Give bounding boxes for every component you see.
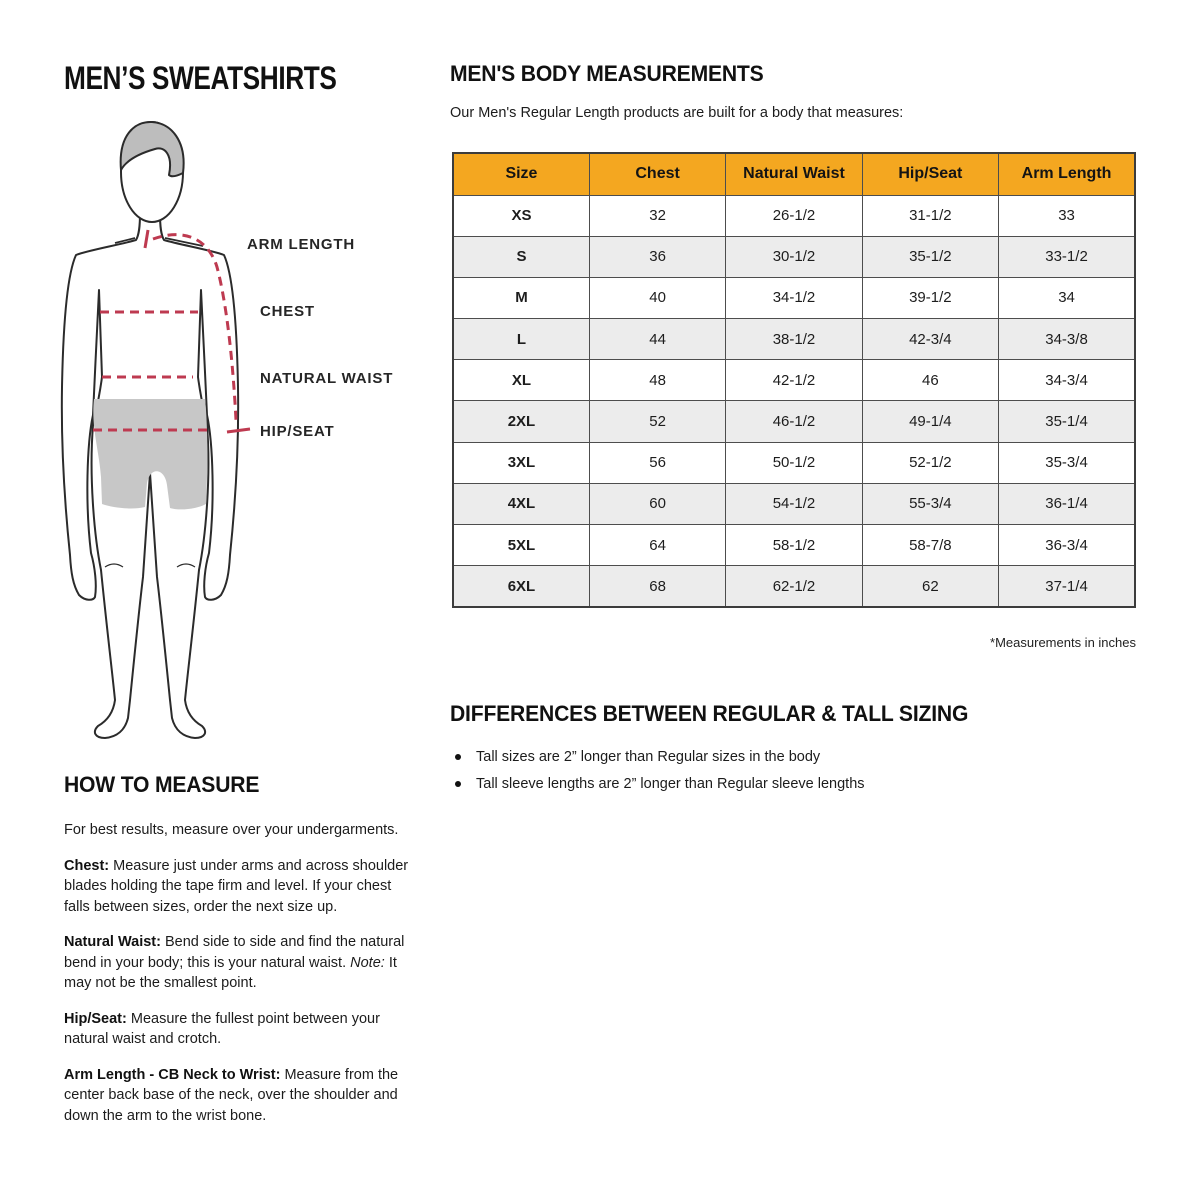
cell-natural-waist: 38-1/2 [726, 319, 862, 360]
cell-size: XL [453, 360, 589, 401]
cell-arm-length: 33 [999, 195, 1135, 236]
howto-item-natural-waist [64, 932, 416, 994]
cell-natural-waist: 34-1/2 [726, 277, 862, 318]
list-item [452, 749, 1012, 765]
howto-item-arm-length [64, 1065, 416, 1127]
cell-natural-waist: 50-1/2 [726, 442, 862, 483]
body-measurements-heading: MEN'S BODY MEASUREMENTS [450, 61, 764, 86]
table-row [453, 195, 1135, 236]
howto-intro [64, 820, 416, 841]
differences-heading: DIFFERENCES BETWEEN REGULAR & TALL SIZING [450, 701, 969, 726]
cell-size: L [453, 319, 589, 360]
cell-hip-seat: 39-1/2 [862, 277, 998, 318]
body-measurement-figure [55, 115, 255, 745]
table-row [453, 401, 1135, 442]
cell-chest: 48 [589, 360, 725, 401]
table-row [453, 566, 1135, 607]
item-label: Hip/Seat: [64, 1010, 127, 1027]
item-label: Natural Waist: [64, 934, 161, 950]
cell-hip-seat: 52-1/2 [862, 442, 998, 483]
col-header-natural-waist: Natural Waist [726, 153, 862, 195]
cell-hip-seat: 62 [862, 566, 998, 607]
col-header-arm-length: Arm Length [999, 153, 1135, 195]
table-row [453, 483, 1135, 524]
item-note-text: It may not be the smallest point. [64, 954, 397, 991]
cell-natural-waist: 42-1/2 [726, 360, 862, 401]
how-to-measure-heading: HOW TO MEASURE [64, 772, 260, 797]
cell-chest: 68 [589, 566, 725, 607]
cell-arm-length: 33-1/2 [999, 236, 1135, 277]
bullet-text: Tall sleeve lengths are 2” longer than Regular sleeve lengths [476, 776, 865, 792]
cell-natural-waist: 46-1/2 [726, 401, 862, 442]
page-title: MEN’S SWEATSHIRTS [64, 60, 337, 96]
howto-item-hip-seat [64, 1009, 416, 1050]
measurements-footnote: *Measurements in inches [990, 635, 1136, 650]
differences-list [452, 749, 1012, 803]
col-header-size: Size [453, 153, 589, 195]
table-row [453, 319, 1135, 360]
cell-natural-waist: 30-1/2 [726, 236, 862, 277]
howto-item-chest [64, 856, 416, 918]
item-text: Measure from the center back base of the neck, over the shoulder and down the arm to the wrist bone. [64, 1066, 399, 1124]
cell-chest: 64 [589, 525, 725, 566]
item-note-label: Note: [350, 954, 385, 971]
chest-label: CHEST [260, 303, 315, 320]
col-header-chest: Chest [589, 153, 725, 195]
cell-size: 3XL [453, 442, 589, 483]
cell-arm-length: 34-3/4 [999, 360, 1135, 401]
bullet-text: Tall sizes are 2” longer than Regular sizes in the body [476, 749, 821, 765]
cell-size: S [453, 236, 589, 277]
how-to-measure-body [64, 820, 416, 1141]
cell-arm-length: 35-1/4 [999, 401, 1135, 442]
cell-arm-length: 34 [999, 277, 1135, 318]
cell-arm-length: 37-1/4 [999, 566, 1135, 607]
cell-hip-seat: 46 [862, 360, 998, 401]
table-row [453, 442, 1135, 483]
cell-natural-waist: 58-1/2 [726, 525, 862, 566]
cell-chest: 36 [589, 236, 725, 277]
col-header-hip-seat: Hip/Seat [862, 153, 998, 195]
cell-size: M [453, 277, 589, 318]
table-row [453, 277, 1135, 318]
cell-hip-seat: 58-7/8 [862, 525, 998, 566]
size-table [452, 152, 1136, 608]
natural-waist-label: NATURAL WAIST [260, 370, 394, 387]
cell-size: 4XL [453, 483, 589, 524]
cell-chest: 60 [589, 483, 725, 524]
cell-natural-waist: 54-1/2 [726, 483, 862, 524]
table-row [453, 525, 1135, 566]
size-table-container [452, 152, 1136, 608]
cell-hip-seat: 31-1/2 [862, 195, 998, 236]
body-outline [62, 213, 238, 738]
cell-hip-seat: 42-3/4 [862, 319, 998, 360]
cell-chest: 44 [589, 319, 725, 360]
table-row [453, 360, 1135, 401]
item-text: Measure just under arms and across shoulder blades holding the tape firm and level. If your chest falls between sizes, order the next size up. [64, 857, 409, 915]
cell-hip-seat: 55-3/4 [862, 483, 998, 524]
cell-arm-length: 34-3/8 [999, 319, 1135, 360]
cell-chest: 56 [589, 442, 725, 483]
cell-hip-seat: 35-1/2 [862, 236, 998, 277]
cell-size: 2XL [453, 401, 589, 442]
hip-seat-label: HIP/SEAT [260, 423, 335, 440]
item-label: Chest: [64, 857, 110, 874]
cell-natural-waist: 62-1/2 [726, 566, 862, 607]
cell-arm-length: 36-3/4 [999, 525, 1135, 566]
table-row [453, 236, 1135, 277]
intro-text: For best results, measure over your undergarments. [64, 822, 399, 838]
cell-chest: 32 [589, 195, 725, 236]
cell-size: XS [453, 195, 589, 236]
item-text: Measure the fullest point between your natural waist and crotch. [64, 1010, 380, 1047]
body-measurements-subtitle: Our Men's Regular Length products are built for a body that measures: [450, 105, 904, 121]
cell-chest: 52 [589, 401, 725, 442]
cell-natural-waist: 26-1/2 [726, 195, 862, 236]
cell-size: 6XL [453, 566, 589, 607]
item-label: Arm Length - CB Neck to Wrist: [64, 1066, 281, 1083]
arm-length-label: ARM LENGTH [247, 236, 355, 253]
cell-arm-length: 36-1/4 [999, 483, 1135, 524]
size-table-header-row [453, 153, 1135, 195]
cell-arm-length: 35-3/4 [999, 442, 1135, 483]
cell-hip-seat: 49-1/4 [862, 401, 998, 442]
cell-size: 5XL [453, 525, 589, 566]
bullet-icon [455, 781, 461, 787]
list-item [452, 776, 1012, 792]
cell-chest: 40 [589, 277, 725, 318]
item-text: Bend side to side and find the natural bend in your body; this is your natural waist. [64, 934, 405, 971]
bullet-icon [455, 754, 461, 760]
